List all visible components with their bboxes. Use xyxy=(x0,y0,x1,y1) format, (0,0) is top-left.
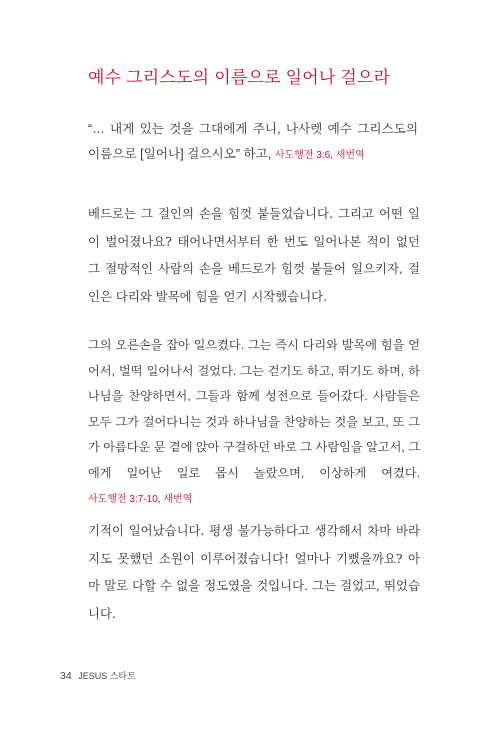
section-heading: 예수 그리스도의 이름으로 일어나 걸으라 xyxy=(88,68,391,87)
body-paragraph-1: 베드로는 그 걸인의 손을 힘껏 붙들었습니다. 그리고 어떤 일이 벌어졌나요? 태어나면서부터 한 번도 일어나본 적이 없던 그 절망적인 사람의 손을 베드로가 힘껏 붙들어 일으키자, 걸인은 다리와 발목에 힘을 얻기 시작했습니다. xyxy=(88,206,420,304)
passage-reference: 사도행전 3:7-10, 새번역 xyxy=(88,494,193,505)
scripture-quote xyxy=(88,117,418,168)
book-title: JESUS 스타트 xyxy=(78,671,136,681)
passage-text: 그의 오른손을 잡아 일으켰다. 그는 즉시 다리와 발목에 힘을 얻어서, 벌떡 일어나서 걸었다. 그는 걷기도 하고, 뛰기도 하며, 하나님을 찬양하면서, 그들과 함께 성전으로 들어갔다. 사람들은 모두 그가 걸어다니는 것과 하나님을 찬양하는 것을 보고, 또 그가 아름다운 문 곁에 앉아 구걸하던 바로 그 사람임을 알고서, 그에게 일어난 일로 몹시 놀랐으며, 이상하게 여겼다. xyxy=(88,338,420,480)
page-number: 34 xyxy=(60,670,72,682)
scripture-passage xyxy=(88,333,420,513)
quote-text: “… 내게 있는 것을 그대에게 주니, 나사렛 예수 그리스도의 이름으로 [일어나] 걸으시오” 하고, xyxy=(88,122,418,161)
quote-reference: 사도행전 3:6, 새번역 xyxy=(274,150,365,161)
page-footer xyxy=(60,669,136,682)
body-paragraph-2: 기적이 일어났습니다. 평생 불가능하다고 생각해서 차마 바라지도 못했던 소원이 이루어졌습니다! 얼마나 기뻤을까요? 아마 말로 다할 수 없을 정도였을 것입니다. 그는 걸었고, 뛰었습니다. xyxy=(88,523,420,621)
